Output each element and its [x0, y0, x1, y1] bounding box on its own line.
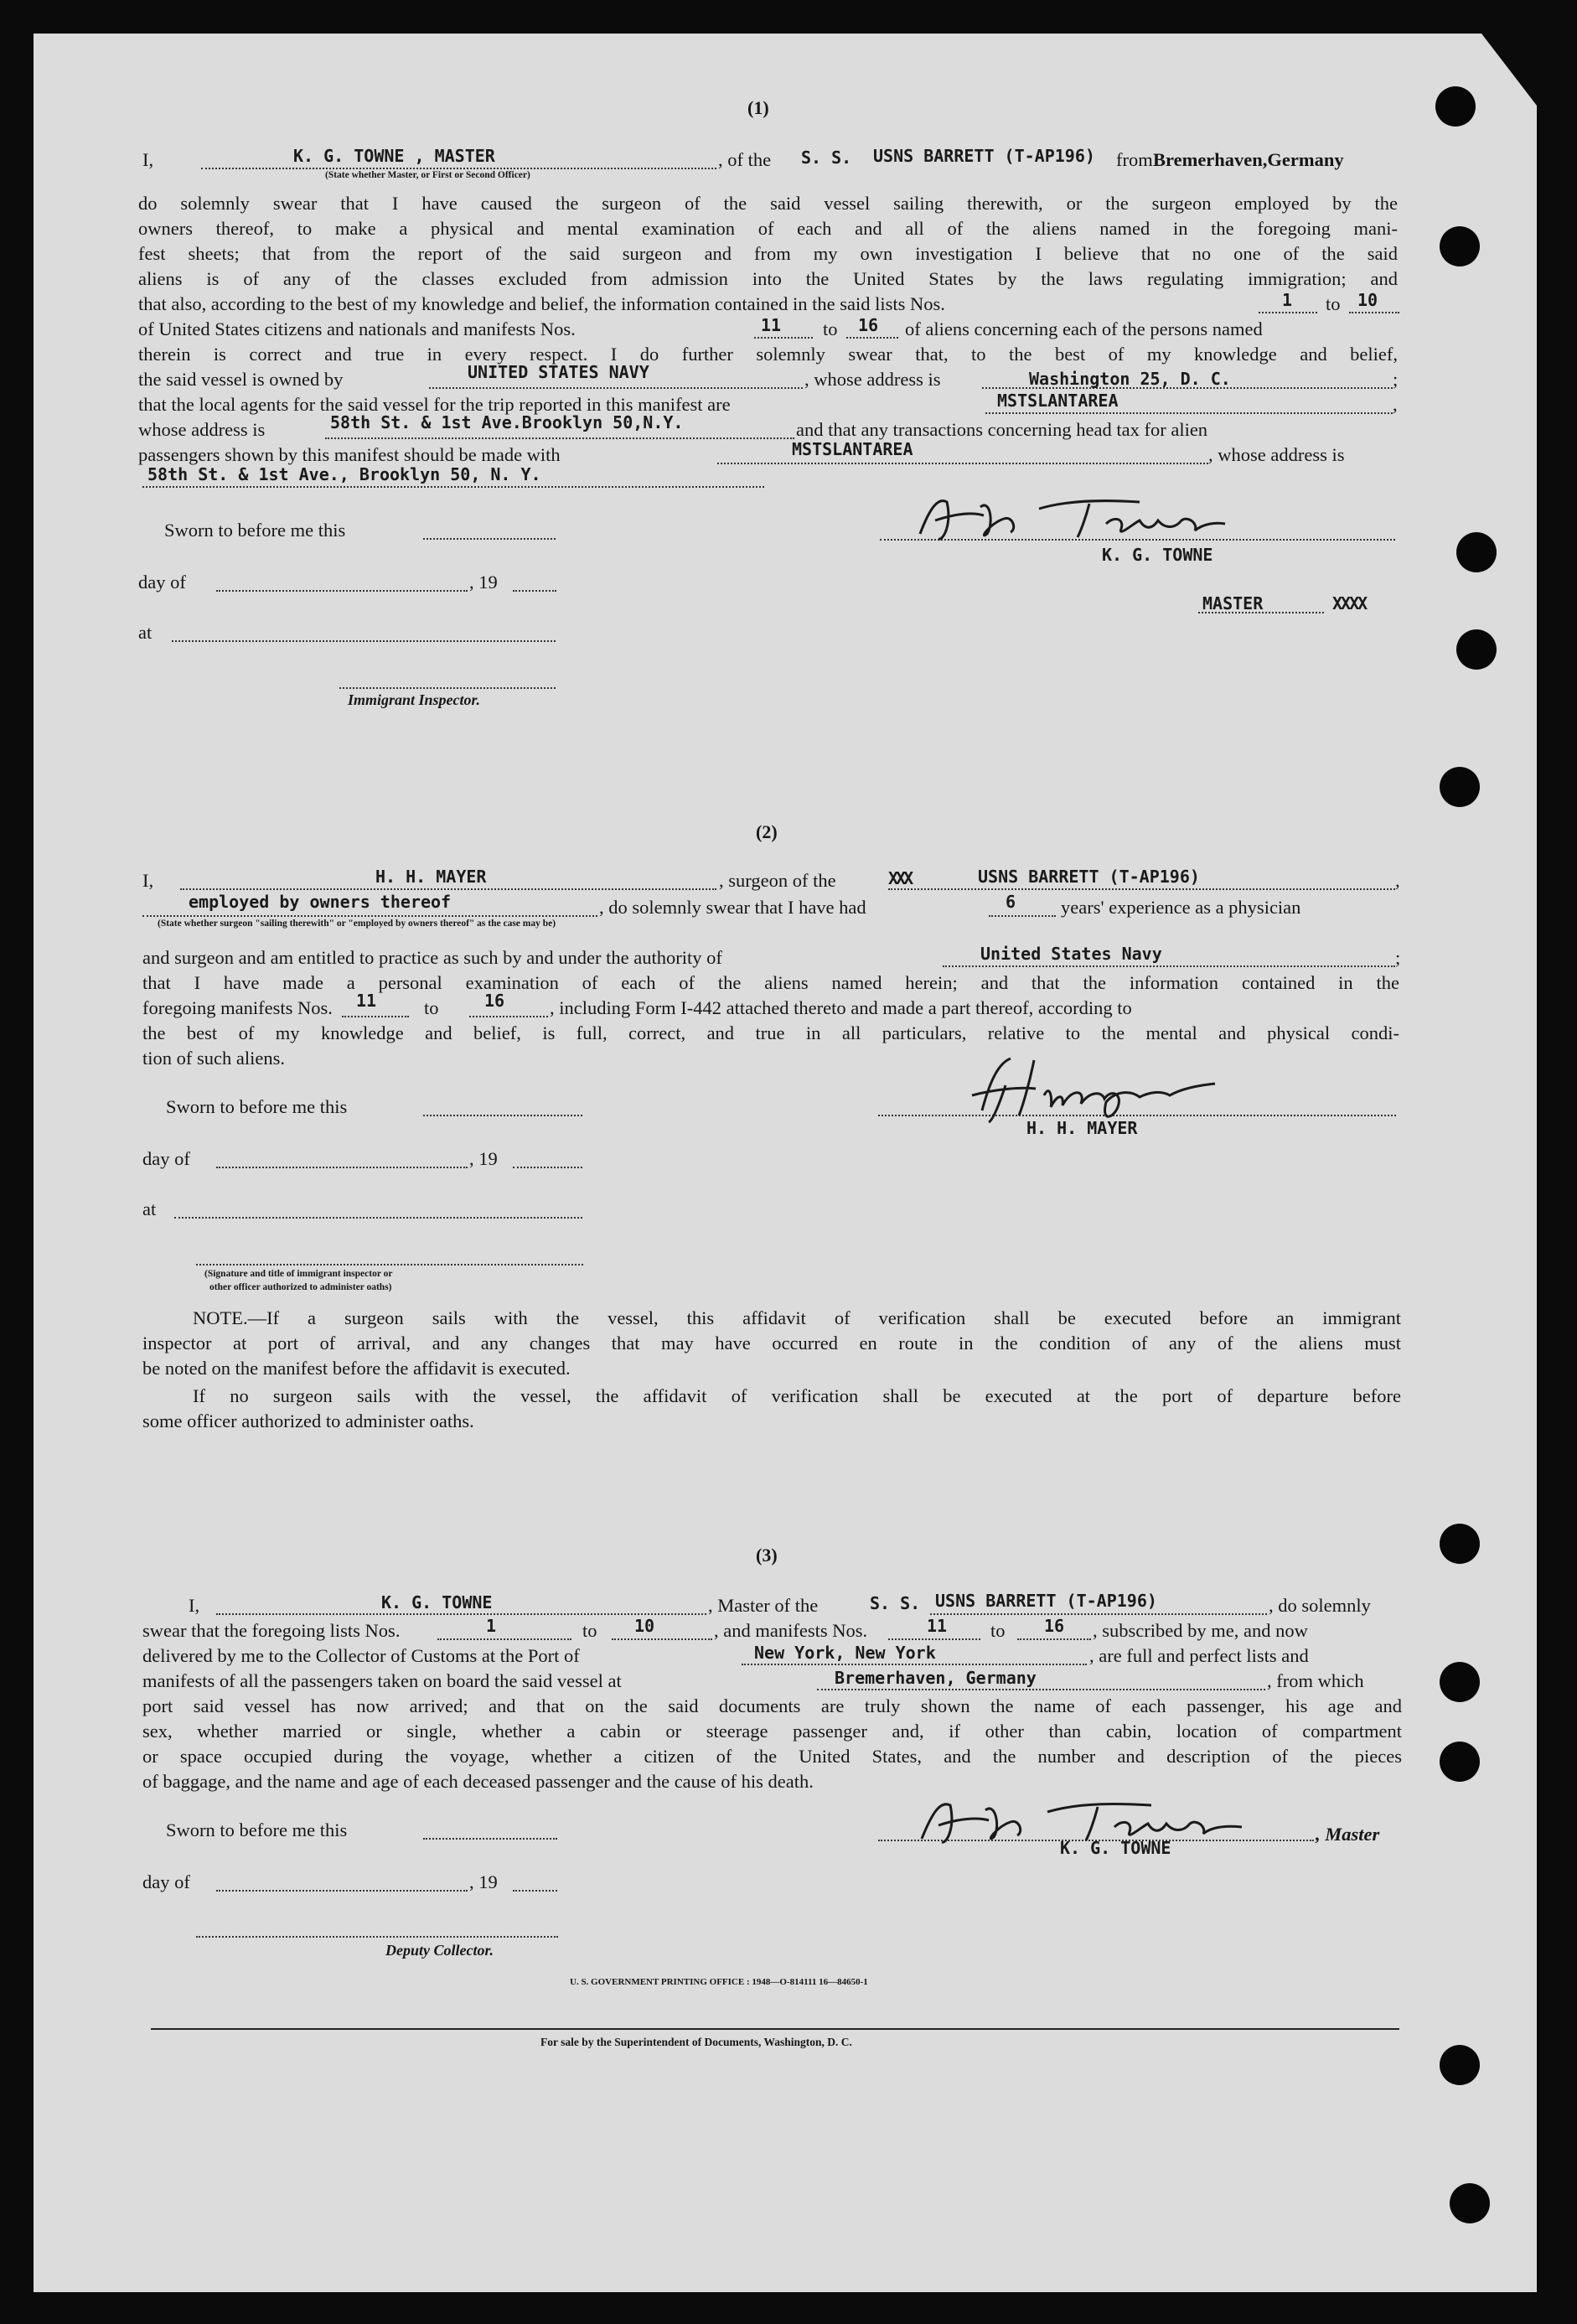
- affiant-prefix: I,: [142, 149, 154, 170]
- headtax-agent: MSTSLANTAREA: [792, 439, 913, 459]
- fill-line: [342, 1016, 409, 1017]
- manifests-from: 11: [927, 1616, 948, 1636]
- struck-prefix: XXX: [888, 868, 912, 888]
- paragraph-line: that also, according to the best of my knowledge and belief, the information contained in the said lists Nos.: [138, 293, 945, 314]
- paragraph-line: therein is correct and true in every respect. I do further solemnly swear that, to the best of my knowledge and belief,: [138, 344, 1398, 365]
- year-label: , 19: [469, 572, 498, 593]
- note-line: inspector at port of arrival, and any changes that may have occurred en route in the condition of any of the aliens must: [142, 1333, 1401, 1354]
- fill-line: [437, 1638, 571, 1640]
- text: , do solemnly swear that I have had: [599, 897, 866, 918]
- ship-prefix: S. S.: [801, 148, 852, 168]
- punch-hole: [1456, 532, 1497, 572]
- fill-line: [423, 538, 556, 540]
- officer-caption: other officer authorized to administer oaths): [209, 1282, 392, 1292]
- manifests-to: 16: [858, 315, 879, 335]
- text: swear that the foregoing lists Nos.: [142, 1620, 401, 1641]
- master-typed-name: K. G. TOWNE: [1102, 545, 1213, 565]
- paragraph-line: or space occupied during the voyage, whether a citizen of the United States, and the number and description of the pieces: [142, 1746, 1402, 1767]
- fill-line: [216, 590, 468, 592]
- fill-line: [423, 1115, 582, 1116]
- day-of-label: day of: [142, 1871, 190, 1892]
- fill-line: [513, 590, 556, 592]
- officer-caption: (Signature and title of immigrant inspector or: [204, 1269, 393, 1279]
- fill-line: [325, 437, 794, 439]
- boarding-port: Bremerhaven, Germany: [835, 1668, 1037, 1688]
- punch-hole: [1450, 2183, 1490, 2223]
- text: , whose address is: [1208, 444, 1345, 465]
- note-line: [193, 1309, 1401, 1328]
- punch-hole: [1440, 1524, 1480, 1564]
- text: of aliens concerning each of the persons named: [905, 318, 1263, 339]
- text: to: [990, 1620, 1006, 1641]
- fill-line: [989, 915, 1056, 917]
- section-number: (2): [756, 821, 778, 842]
- text: , and manifests Nos.: [714, 1620, 868, 1641]
- fill-line: [513, 1167, 582, 1168]
- gpo-imprint: U. S. GOVERNMENT PRINTING OFFICE : 1948—O-814111 16—84650-1: [570, 1977, 868, 1987]
- manifests-to: 16: [1044, 1616, 1065, 1636]
- sworn-label: Sworn to before me this: [166, 1819, 348, 1840]
- text: and surgeon and am entitled to practice as such by and under the authority of: [142, 947, 722, 968]
- text: ,: [1393, 394, 1398, 415]
- fill-line: [742, 1664, 1087, 1665]
- text: to: [1326, 293, 1341, 314]
- sworn-label: Sworn to before me this: [164, 520, 346, 541]
- manifests-to: 16: [484, 991, 505, 1011]
- inspector-label: Immigrant Inspector.: [348, 691, 481, 708]
- text: ;: [1395, 947, 1401, 968]
- fill-line: [142, 486, 764, 488]
- text: , Master of the: [708, 1595, 819, 1616]
- text: foregoing manifests Nos.: [142, 997, 333, 1018]
- note-line: be noted on the manifest before the affidavit is executed.: [142, 1358, 571, 1379]
- manifests-from: 11: [356, 991, 377, 1011]
- surgeon-name: H. H. MAYER: [375, 867, 487, 887]
- surgeon-caption: (State whether surgeon "sailing therewith" or "employed by owners thereof" as the case may be): [158, 919, 556, 929]
- departure-port: Bremerhaven,Germany: [1153, 149, 1344, 170]
- ship-name: USNS BARRETT (T-AP196): [978, 867, 1200, 887]
- year-label: , 19: [469, 1148, 498, 1169]
- owner-address: Washington 25, D. C.: [1029, 369, 1231, 389]
- lists-to: 10: [634, 1616, 655, 1636]
- punch-hole: [1440, 1742, 1480, 1782]
- master-signature: [913, 490, 1282, 549]
- text: to: [424, 997, 439, 1018]
- fill-line: [469, 1016, 548, 1017]
- text: ,: [1395, 870, 1400, 891]
- paragraph-line: of United States citizens and nationals and manifests Nos.: [138, 318, 576, 339]
- fill-line: [196, 1264, 583, 1266]
- ship-prefix: S. S.: [870, 1593, 921, 1613]
- fill-line: [930, 1613, 1267, 1615]
- text: , of the: [718, 149, 772, 170]
- day-of-label: day of: [142, 1148, 190, 1169]
- paragraph-line: owners thereof, to make a physical and mental examination of each and all of the aliens named in the foregoing mani-: [138, 218, 1398, 239]
- lists-to: 10: [1357, 290, 1378, 310]
- fill-line: [1017, 1638, 1091, 1640]
- punch-hole: [1440, 1662, 1480, 1702]
- fill-line: [985, 412, 1393, 414]
- fill-line: [216, 1613, 706, 1615]
- sale-imprint: For sale by the Superintendent of Documents, Washington, D. C.: [540, 2036, 852, 2048]
- paragraph-line: aliens is of any of the classes excluded from admission into the United States by the laws regulating immigration; and: [138, 268, 1398, 289]
- struck-text: XXXX: [1332, 593, 1367, 613]
- employment-status: employed by owners thereof: [189, 892, 452, 912]
- torn-corner: [1481, 34, 1537, 106]
- fill-line: [180, 888, 716, 890]
- fill-line: [1349, 312, 1399, 313]
- text: , from which: [1267, 1670, 1364, 1691]
- text: , do solemnly: [1269, 1595, 1371, 1616]
- fill-line: [717, 463, 1208, 464]
- fill-line: [429, 387, 803, 389]
- fill-line: [216, 1890, 468, 1892]
- surgeon-typed-name: H. H. MAYER: [1026, 1118, 1138, 1138]
- text: ;: [1393, 369, 1399, 390]
- master-typed-name: K. G. TOWNE: [1060, 1838, 1171, 1858]
- master-name: K. G. TOWNE: [381, 1592, 493, 1612]
- fill-line: [817, 1689, 1265, 1690]
- fill-line: [612, 1638, 712, 1640]
- paragraph-line: port said vessel has now arrived; and that on the said documents are truly shown the name of each passenger, his age and: [142, 1695, 1402, 1716]
- sworn-label: Sworn to before me this: [166, 1096, 348, 1117]
- fill-line: [216, 1167, 468, 1168]
- punch-hole: [1456, 629, 1497, 670]
- ship-name: USNS BARRETT (T-AP196): [873, 146, 1095, 166]
- paragraph-line: the best of my knowledge and belief, is full, correct, and true in all particulars, relative to the mental and physical condi-: [142, 1022, 1399, 1043]
- fill-line: [423, 1838, 557, 1840]
- authority: United States Navy: [980, 944, 1162, 964]
- punch-hole: [1440, 226, 1480, 267]
- text: , subscribed by me, and now: [1093, 1620, 1308, 1641]
- note-line: If no surgeon sails with the vessel, the affidavit of verification shall be executed at the port of departure before: [193, 1385, 1401, 1406]
- section-number: (1): [747, 97, 769, 118]
- fill-line: [754, 337, 813, 339]
- owner: UNITED STATES NAVY: [468, 362, 649, 382]
- ship-name: USNS BARRETT (T-AP196): [935, 1591, 1157, 1611]
- text: to: [823, 318, 838, 339]
- headtax-address: 58th St. & 1st Ave., Brooklyn 50, N. Y.: [147, 464, 541, 484]
- fill-line: [196, 1936, 558, 1938]
- fill-line: [888, 1638, 980, 1640]
- lists-from: 1: [1282, 290, 1293, 310]
- fill-line: [201, 168, 716, 169]
- text: passengers shown by this manifest should be made with: [138, 444, 561, 465]
- text: , whose address is: [804, 369, 941, 390]
- note-text: NOTE.—If a surgeon sails with the vessel, this affidavit of verification shall be executed before an immigrant: [193, 1307, 1401, 1328]
- text: that the local agents for the said vessel for the trip reported in this manifest are: [138, 394, 731, 415]
- footer-rule: [151, 2028, 1399, 2030]
- fill-line: [142, 915, 597, 917]
- text: the said vessel is owned by: [138, 369, 344, 390]
- text: , surgeon of the: [719, 870, 836, 891]
- day-of-label: day of: [138, 572, 186, 593]
- paragraph-line: tion of such aliens.: [142, 1048, 285, 1069]
- years-experience: 6: [1006, 892, 1016, 912]
- paragraph-line: of baggage, and the name and age of each deceased passenger and the cause of his death.: [142, 1771, 814, 1792]
- master-name: K. G. TOWNE , MASTER: [293, 146, 495, 166]
- at-label: at: [142, 1198, 157, 1219]
- fill-line: [943, 965, 1395, 967]
- agents-address: 58th St. & 1st Ave.Brooklyn 50,N.Y.: [330, 412, 684, 432]
- punch-hole: [1440, 2045, 1480, 2085]
- fill-line: [888, 888, 1395, 890]
- text: manifests of all the passengers taken on board the said vessel at: [142, 1670, 622, 1691]
- lists-from: 1: [486, 1616, 497, 1636]
- year-label: , 19: [469, 1871, 498, 1892]
- section-number: (3): [756, 1545, 778, 1566]
- fill-line: [1259, 312, 1317, 313]
- paragraph-line: that I have made a personal examination of each of the aliens named herein; and that the information contained in the: [142, 972, 1399, 993]
- master-caption: (State whether Master, or First or Second Officer): [325, 170, 530, 180]
- collector-label: Deputy Collector.: [385, 1942, 494, 1959]
- manifests-from: 11: [761, 315, 782, 335]
- at-label: at: [138, 622, 153, 643]
- fill-line: [846, 337, 898, 339]
- text: I,: [142, 870, 154, 891]
- paragraph-line: fest sheets; that from the report of the said surgeon and from my own investigation I believe that no one of the said: [138, 243, 1398, 264]
- text: I,: [189, 1595, 200, 1616]
- paragraph-line: do solemnly swear that I have caused the surgeon of the said vessel sailing therewith, or the surgeon employed by the: [138, 193, 1398, 214]
- delivery-port: New York, New York: [754, 1643, 936, 1663]
- master-title: MASTER: [1202, 593, 1264, 613]
- fill-line: [172, 640, 556, 642]
- punch-hole: [1440, 767, 1480, 807]
- text: delivered by me to the Collector of Customs at the Port of: [142, 1645, 580, 1666]
- master-suffix: , Master: [1316, 1824, 1380, 1845]
- punch-hole: [1435, 86, 1476, 127]
- surgeon-signature: [964, 1052, 1316, 1127]
- note-line: some officer authorized to administer oaths.: [142, 1410, 474, 1431]
- local-agents: MSTSLANTAREA: [997, 391, 1119, 411]
- fill-line: [339, 687, 556, 689]
- paragraph-line: sex, whether married or single, whether a cabin or steerage passenger and, if other than cabin, location of compartment: [142, 1721, 1402, 1742]
- text: , are full and perfect lists and: [1089, 1645, 1309, 1666]
- text: , including Form I-442 attached thereto and made a part thereof, according to: [550, 997, 1132, 1018]
- text: to: [582, 1620, 597, 1641]
- fill-line: [174, 1217, 582, 1219]
- fill-line: [513, 1890, 557, 1892]
- text: whose address is: [138, 419, 266, 440]
- text: from: [1116, 149, 1153, 170]
- text: and that any transactions concerning head tax for alien: [796, 419, 1208, 440]
- text: years' experience as a physician: [1061, 897, 1301, 918]
